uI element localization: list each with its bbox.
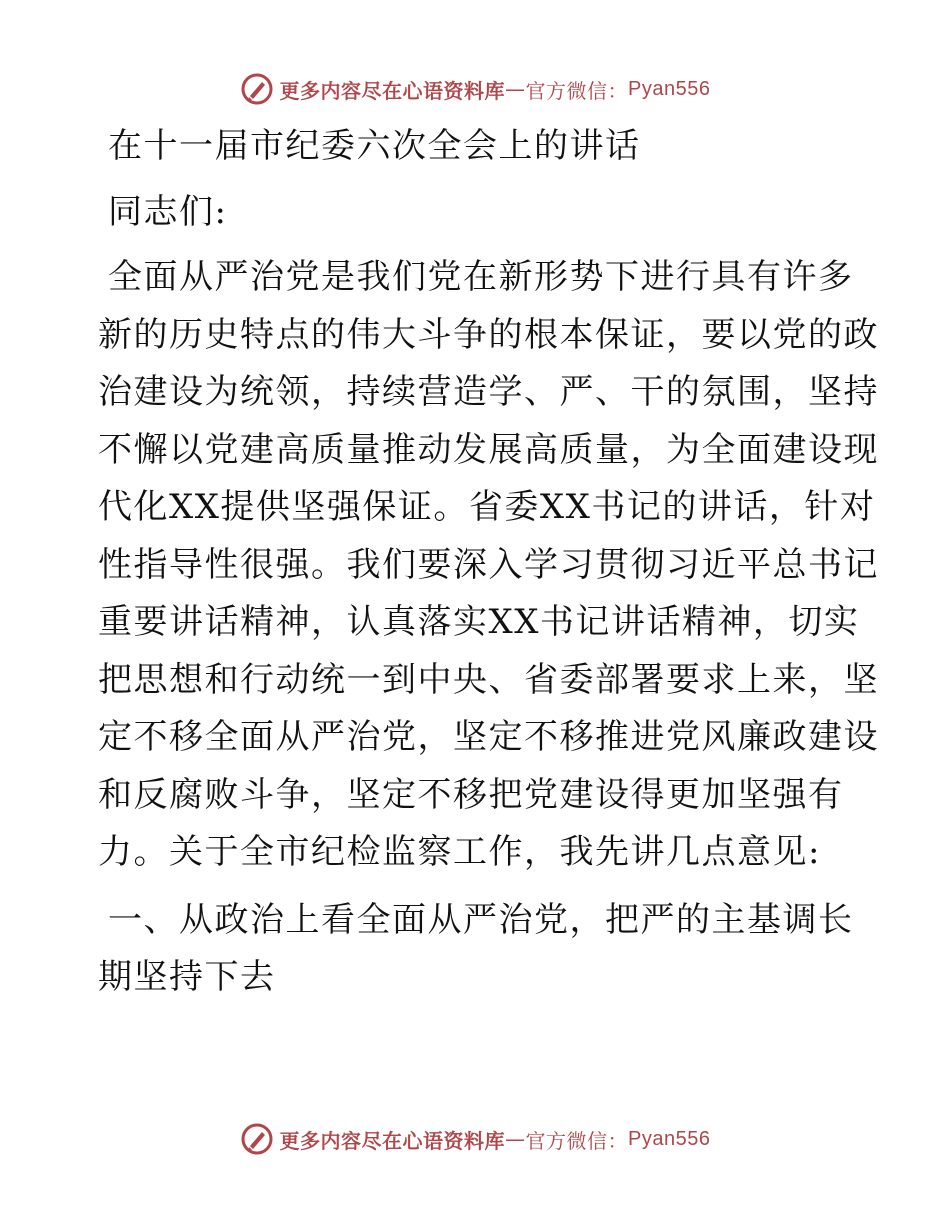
- paragraph-line: 力。关于全市纪检监察工作，我先讲几点意见:: [98, 832, 821, 872]
- paragraph-line: 全面从严治党是我们党在新形势下进行具有许多: [108, 257, 854, 297]
- document-title: 在十一届市纪委六次全会上的讲话: [108, 126, 641, 166]
- paragraph-line: 治建设为统领，持续营造学、严、干的氛围，坚持: [98, 372, 879, 412]
- pen-logo-icon: [240, 1122, 274, 1156]
- paragraph-line: 定不移全面从严治党，坚定不移推进党风廉政建设: [98, 717, 879, 757]
- pen-logo-icon: [240, 72, 274, 106]
- greeting: 同志们:: [108, 191, 228, 232]
- paragraph-line: 把思想和行动统一到中央、省委部署要求上来，坚: [98, 659, 879, 700]
- banner-dash: —: [505, 1127, 526, 1151]
- paragraph-line: 不懈以党建高质量推动发展高质量，为全面建设现: [98, 429, 879, 470]
- banner-label: 官方微信：: [525, 78, 629, 103]
- paragraph-line: 代化XX提供坚强保证。省委XX书记的讲话，针对: [98, 487, 876, 527]
- paragraph-line: 性指导性很强。我们要深入学习贯彻习近平总书记: [98, 544, 879, 585]
- banner-label: 官方微信：: [525, 1128, 629, 1153]
- banner-wechat-id: Pyan556: [628, 1127, 711, 1150]
- section-heading-line: 期坚持下去: [98, 957, 276, 997]
- section-heading: [98, 892, 858, 1007]
- main-paragraph: [98, 249, 879, 882]
- document-body: [98, 118, 879, 1007]
- section-heading-line: 一、从政治上看全面从严治党，把严的主基调长: [108, 899, 854, 940]
- header-watermark: [0, 72, 950, 106]
- paragraph-line: 新的历史特点的伟大斗争的根本保证，要以党的政: [98, 314, 879, 355]
- footer-watermark: [0, 1122, 950, 1156]
- banner-main-text: 更多内容尽在心语资料库: [279, 1128, 506, 1153]
- paragraph-line: 重要讲话精神，认真落实XX书记讲话精神，切实: [98, 602, 860, 642]
- banner-wechat-id: Pyan556: [628, 77, 711, 100]
- banner-dash: —: [505, 77, 526, 101]
- banner-main-text: 更多内容尽在心语资料库: [279, 78, 506, 103]
- paragraph-line: 和反腐败斗争，坚定不移把党建设得更加坚强有: [98, 774, 844, 815]
